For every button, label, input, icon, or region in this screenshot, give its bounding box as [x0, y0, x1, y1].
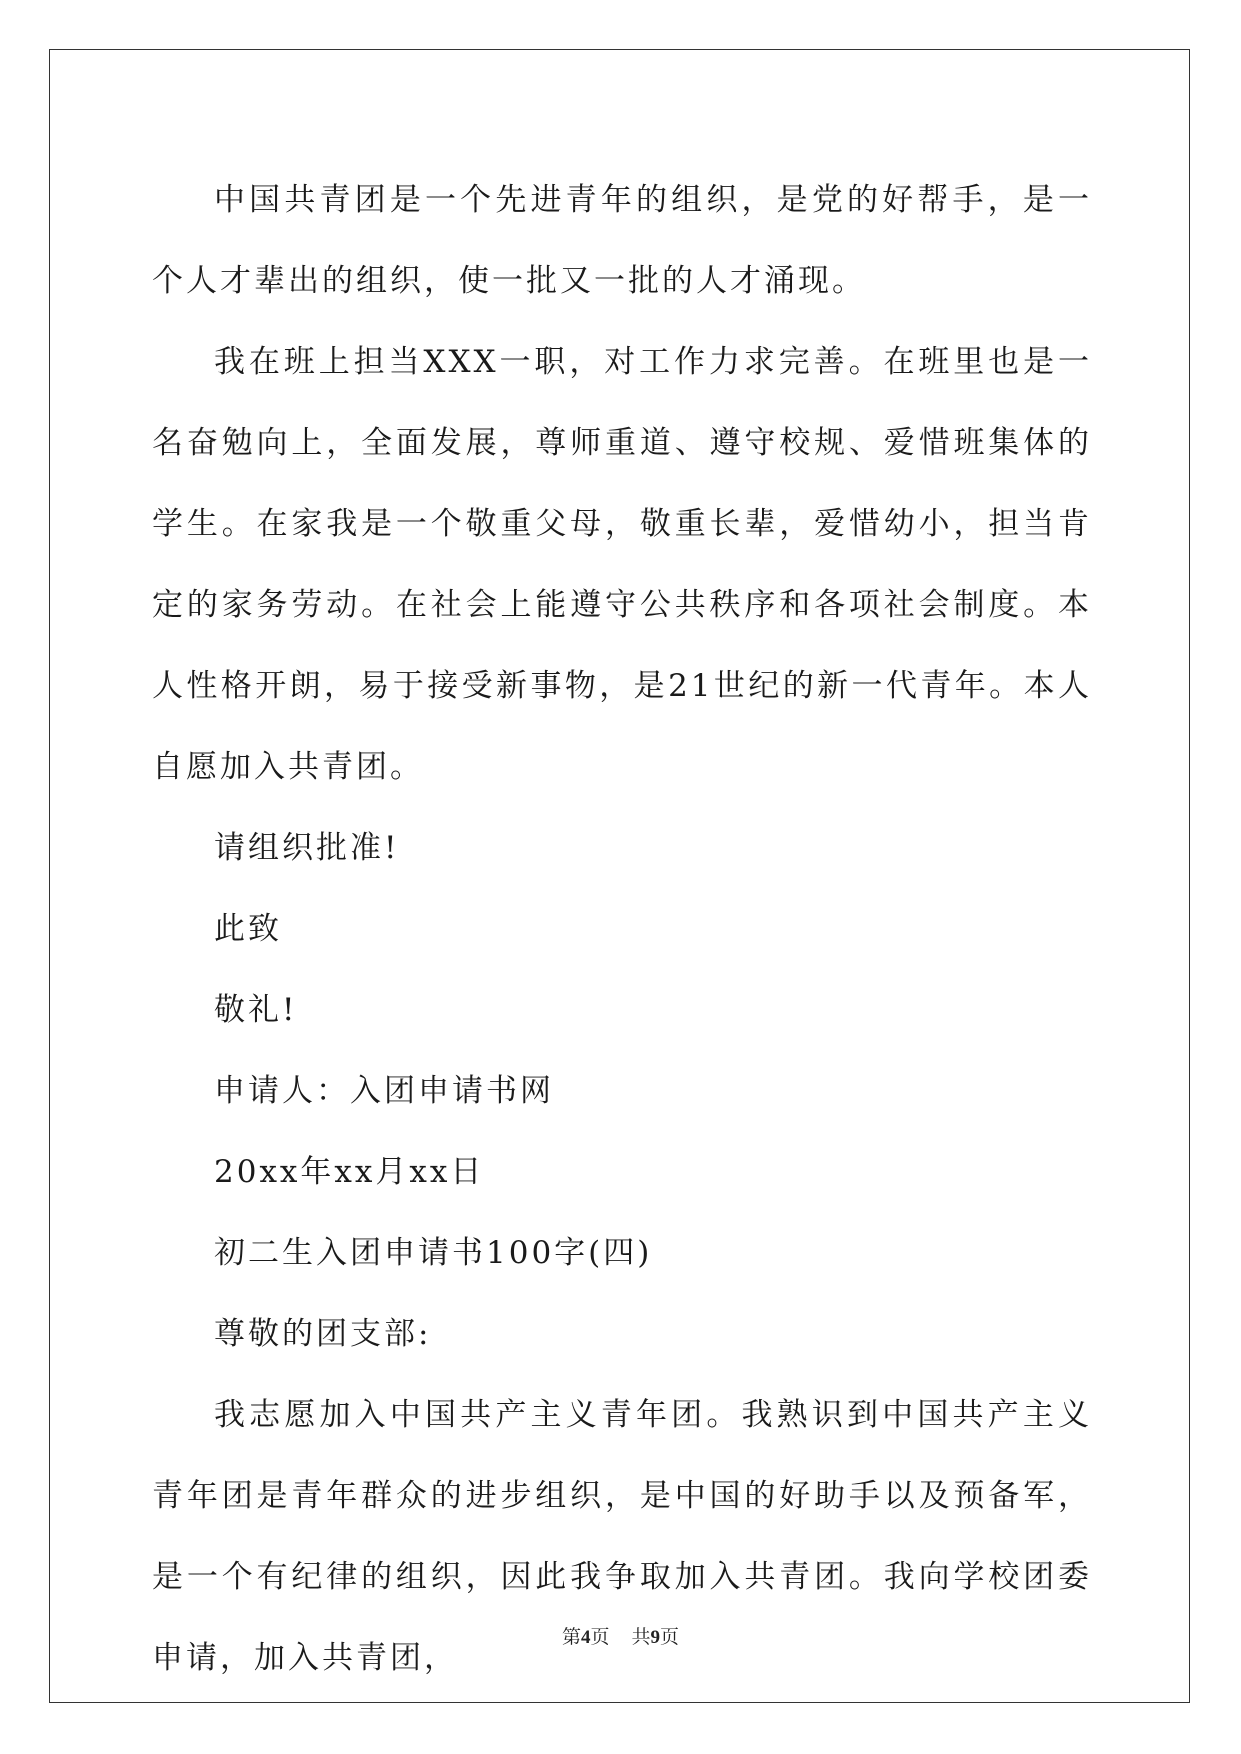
footer-page-suffix: 页 — [590, 1627, 610, 1648]
paragraph: 我志愿加入中国共产主义青年团。我熟识到中国共产主义青年团是青年群众的进步组织，是中国的好助手以及预备军，是一个有纪律的组织，因此我争取加入共青团。我向学校团委申请，加入共青团， — [152, 1397, 1092, 1676]
salutation: 尊敬的团支部: — [214, 1316, 432, 1352]
paragraph: 敬礼! — [214, 992, 298, 1028]
current-page-number: 4 — [580, 1627, 591, 1648]
document-body — [152, 160, 1092, 1699]
date-line: 20xx年xx月xx日 — [214, 1154, 485, 1190]
applicant-line: 申请人：入团申请书网 — [214, 1073, 554, 1109]
total-pages-number: 9 — [650, 1627, 661, 1648]
paragraph: 请组织批准! — [214, 830, 400, 866]
paragraph: 中国共青团是一个先进青年的组织，是党的好帮手，是一个人才辈出的组织，使一批又一批的人才涌现。 — [152, 182, 1092, 299]
page-footer — [0, 1626, 1241, 1650]
footer-total-suffix: 页 — [660, 1627, 680, 1648]
section-title: 初二生入团申请书100字(四) — [214, 1235, 653, 1271]
paragraph: 此致 — [214, 911, 282, 947]
footer-prefix: 第 — [561, 1627, 581, 1648]
paragraph: 我在班上担当XXX一职，对工作力求完善。在班里也是一名奋勉向上，全面发展，尊师重道、遵守校规、爱惜班集体的学生。在家我是一个敬重父母，敬重长辈，爱惜幼小，担当肯定的家务劳动。在社会上能遵守公共秩序和各项社会制度。本人性格开朗，易于接受新事物，是21世纪的新一代青年。本人自愿加入共青团。 — [152, 344, 1092, 785]
footer-total-prefix: 共 — [631, 1627, 651, 1648]
